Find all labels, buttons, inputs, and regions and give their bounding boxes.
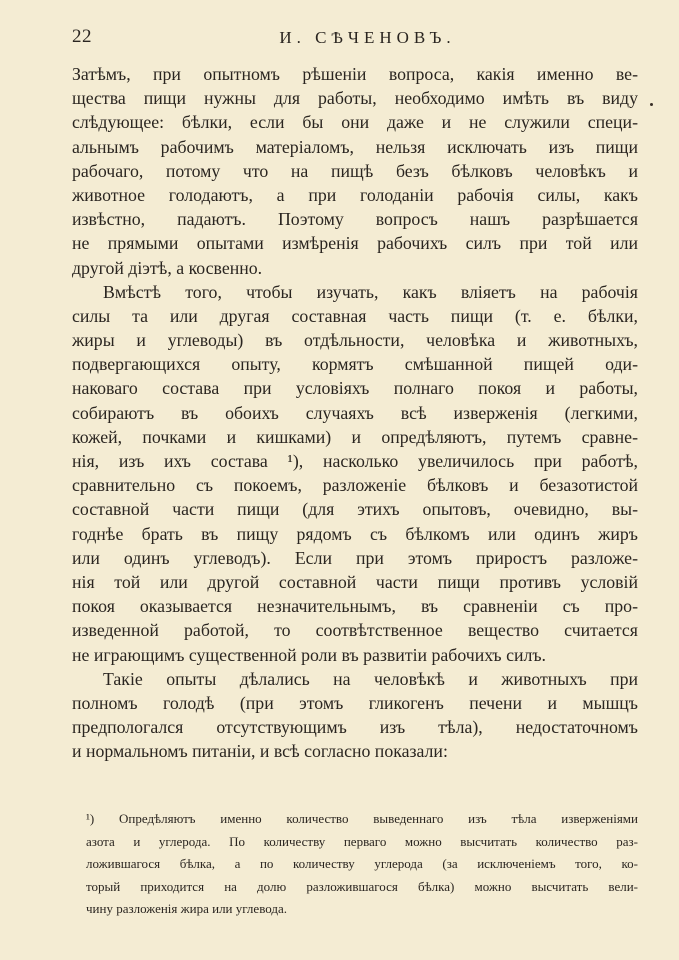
print-speck <box>650 103 653 106</box>
text-line: составной части пищи (для этихъ опытовъ, очевидно, вы- <box>72 499 638 520</box>
text-line: нія той или другой составной части пищи противъ условій <box>72 571 638 592</box>
text-line: или одинъ углеводъ). Если при этомъ приростъ разложе- <box>72 547 638 568</box>
text-line: нія, изъ ихъ состава ¹), насколько увеличилось при работѣ, <box>72 451 638 471</box>
text-line: не играющимъ существенной роли въ развитіи рабочихъ силъ. <box>72 644 546 665</box>
text-line: и нормальномъ питаніи, и всѣ согласно показали: <box>72 741 448 762</box>
text-line: животное голодаютъ, а при голоданіи рабочія силы, какъ <box>72 184 638 205</box>
text-line: сравнительно съ покоемъ, разложеніе бѣлковъ и безазотистой <box>72 475 638 496</box>
text-line: предпологался отсутствующимъ изъ тѣла), недостаточномъ <box>72 717 638 738</box>
text-line: извѣстно, падаютъ. Поэтому вопросъ нашъ разрѣшается <box>72 209 638 230</box>
running-title: И. СѢЧЕНОВЪ. <box>279 28 456 47</box>
text-line: силы та или другая составная часть пищи (т. е. бѣлки, <box>72 305 638 326</box>
text-line: другой діэтѣ, а косвенно. <box>72 257 263 278</box>
text-line: наковаго состава при условіяхъ полнаго покоя и работы, <box>72 378 638 399</box>
text-line: кожей, почками и кишками) и опредѣляютъ, путемъ сравне- <box>72 426 638 447</box>
footnote-line: чину разложенія жира или углевода. <box>86 901 287 916</box>
text-line: Такіе опыты дѣлались на человѣкѣ и животныхъ при <box>103 668 638 689</box>
footnote-line: ¹) Опредѣляютъ именно количество выведеннаго изъ тѣла изверженіями <box>86 811 638 826</box>
footnote-line: ложившагося бѣлка, а по количеству углерода (за исключеніемъ того, ко- <box>86 856 638 871</box>
footnote <box>86 808 638 921</box>
main-text <box>72 62 638 763</box>
text-line: полномъ голодѣ (при этомъ гликогенъ печени и мышцъ <box>72 692 638 713</box>
text-line: жиры и углеводы) въ отдѣльности, человѣка и животныхъ, <box>72 330 638 351</box>
text-line: собираютъ въ обоихъ случаяхъ всѣ изверженія (легкими, <box>72 402 638 423</box>
footnote-line: торый приходится на долю разложившагося бѣлка) можно высчитать вели- <box>86 878 638 894</box>
text-line: подвергающихся опыту, кормятъ смѣшанной пищей оди- <box>72 354 638 375</box>
page-header <box>72 26 635 52</box>
text-line: щества пищи нужны для работы, необходимо имѣть въ виду <box>72 88 638 109</box>
text-line: покоя оказывается незначительнымъ, въ сравненіи съ про- <box>72 596 638 617</box>
text-line: слѣдующее: бѣлки, если бы они даже и не служили специ- <box>72 112 638 133</box>
footnote-line: азота и углерода. По количеству перваго можно высчитать количество раз- <box>86 833 638 849</box>
text-line: рабочаго, потому что на пищѣ безъ бѣлковъ человѣкъ и <box>72 160 638 181</box>
text-line: не прямыми опытами измѣренія рабочихъ силъ при той или <box>72 233 638 254</box>
text-line: альнымъ рабочимъ матеріаломъ, нельзя исключать изъ пищи <box>72 136 638 157</box>
text-line: годнѣе брать въ пищу рядомъ съ бѣлкомъ или одинъ жиръ <box>72 523 638 544</box>
text-line: Вмѣстѣ того, чтобы изучать, какъ вліяетъ на рабочія <box>103 281 638 302</box>
text-line: изведенной работой, то соотвѣтственное вещество считается <box>72 620 638 641</box>
text-line: Затѣмъ, при опытномъ рѣшеніи вопроса, какія именно ве- <box>72 64 638 84</box>
page-number: 22 <box>72 26 92 47</box>
